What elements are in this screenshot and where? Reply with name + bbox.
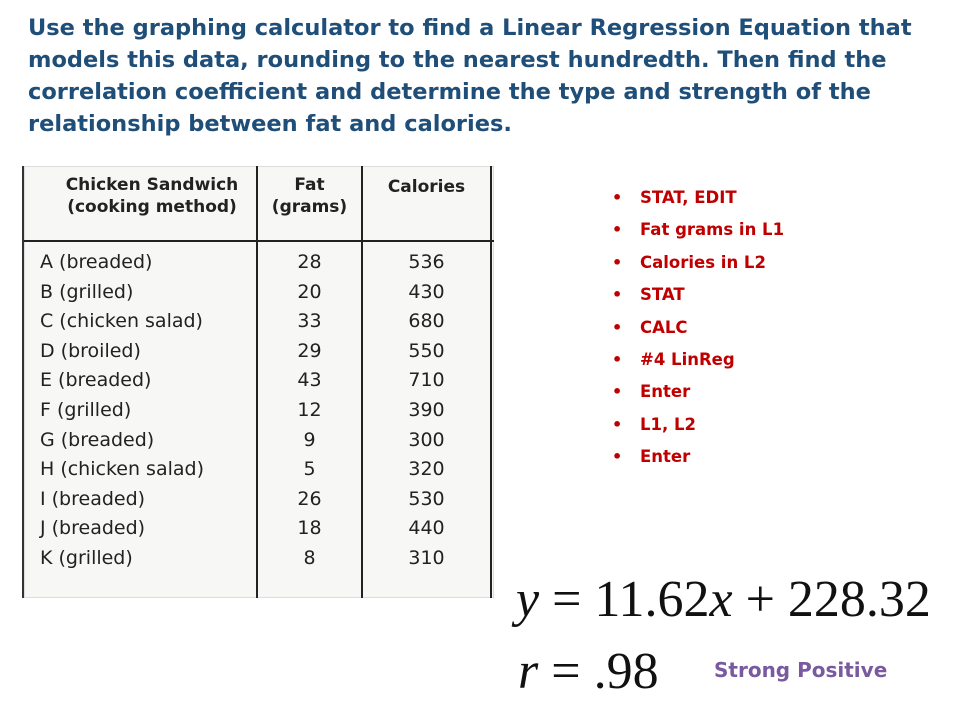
table-row (24, 337, 494, 367)
data-table-image (22, 166, 494, 598)
step-item: • L1, L2 (612, 409, 784, 441)
cell-calories: 710 (408, 369, 445, 392)
cell-sandwich: H (chicken salad) (40, 458, 204, 481)
table-row (24, 485, 494, 515)
cell-calories: 300 (408, 428, 445, 451)
eq-y-coef: = 11.62 (539, 571, 710, 628)
cell-calories: 320 (408, 458, 445, 481)
correlation-coefficient (518, 642, 659, 701)
step-item: • Enter (612, 376, 784, 408)
eq-y-var: y (516, 571, 540, 628)
step-item: • Fat grams in L1 (612, 214, 784, 246)
table-row (24, 455, 494, 485)
table-body (24, 248, 494, 574)
table-row (24, 278, 494, 308)
table-row (24, 307, 494, 337)
cell-calories: 440 (408, 517, 445, 540)
cell-sandwich: J (breaded) (40, 517, 146, 540)
step-item: • STAT, EDIT (612, 182, 784, 214)
cell-fat: 8 (303, 546, 316, 569)
cell-fat: 20 (297, 280, 322, 303)
header-sandwich-line2: (cooking method) (67, 197, 237, 217)
eq-y-intercept: + 228.32 (732, 571, 931, 628)
cell-calories: 390 (408, 398, 445, 421)
cell-fat: 33 (297, 310, 322, 333)
step-item: • Enter (612, 441, 784, 473)
header-sandwich (48, 174, 256, 218)
table-row (24, 396, 494, 426)
eq-r-value: = .98 (538, 643, 659, 700)
header-calories: Calories (387, 177, 466, 197)
cell-fat: 26 (297, 487, 322, 510)
cell-fat: 43 (297, 369, 322, 392)
header-fat-line2: (grams) (271, 197, 348, 217)
step-item: • CALC (612, 312, 784, 344)
eq-x-var: x (709, 571, 733, 628)
table-row (24, 514, 494, 544)
cell-calories: 430 (408, 280, 445, 303)
cell-sandwich: G (breaded) (40, 428, 155, 451)
eq-r-var: r (518, 643, 539, 700)
table-row (24, 248, 494, 278)
cell-sandwich: F (grilled) (40, 398, 132, 421)
cell-calories: 530 (408, 487, 445, 510)
table-row (24, 426, 494, 456)
cell-sandwich: D (broiled) (40, 339, 141, 362)
header-fat-line1: Fat (294, 175, 325, 195)
step-item: • #4 LinReg (612, 344, 784, 376)
cell-fat: 12 (297, 398, 322, 421)
relationship-verdict: Strong Positive (714, 658, 888, 682)
cell-calories: 310 (408, 546, 445, 569)
cell-fat: 5 (303, 458, 316, 481)
cell-fat: 28 (297, 251, 322, 273)
header-fat (258, 174, 361, 218)
cell-calories: 536 (408, 251, 445, 273)
cell-sandwich: E (breaded) (40, 369, 152, 392)
cell-calories: 680 (408, 310, 445, 333)
step-item: • Calories in L2 (612, 247, 784, 279)
question-text: Use the graphing calculator to find a Linear Regression Equation that models this data, rounding to the nearest hundredth. Then find the correlation coefficient and determine the type and strength of the relationship between fat and calories. (28, 15, 912, 137)
table-row (24, 544, 494, 574)
calculator-steps-list (612, 182, 784, 474)
table-row (24, 366, 494, 396)
cell-sandwich: I (breaded) (40, 487, 146, 510)
regression-equation (516, 570, 931, 629)
cell-sandwich: A (breaded) (40, 251, 153, 273)
cell-fat: 29 (297, 339, 322, 362)
cell-sandwich: C (chicken salad) (40, 310, 203, 333)
cell-sandwich: K (grilled) (40, 546, 133, 569)
step-item: • STAT (612, 279, 784, 311)
cell-sandwich: B (grilled) (40, 280, 134, 303)
cell-fat: 18 (297, 517, 322, 540)
cell-calories: 550 (408, 339, 445, 362)
header-sandwich-line1: Chicken Sandwich (65, 175, 239, 195)
cell-fat: 9 (303, 428, 316, 451)
